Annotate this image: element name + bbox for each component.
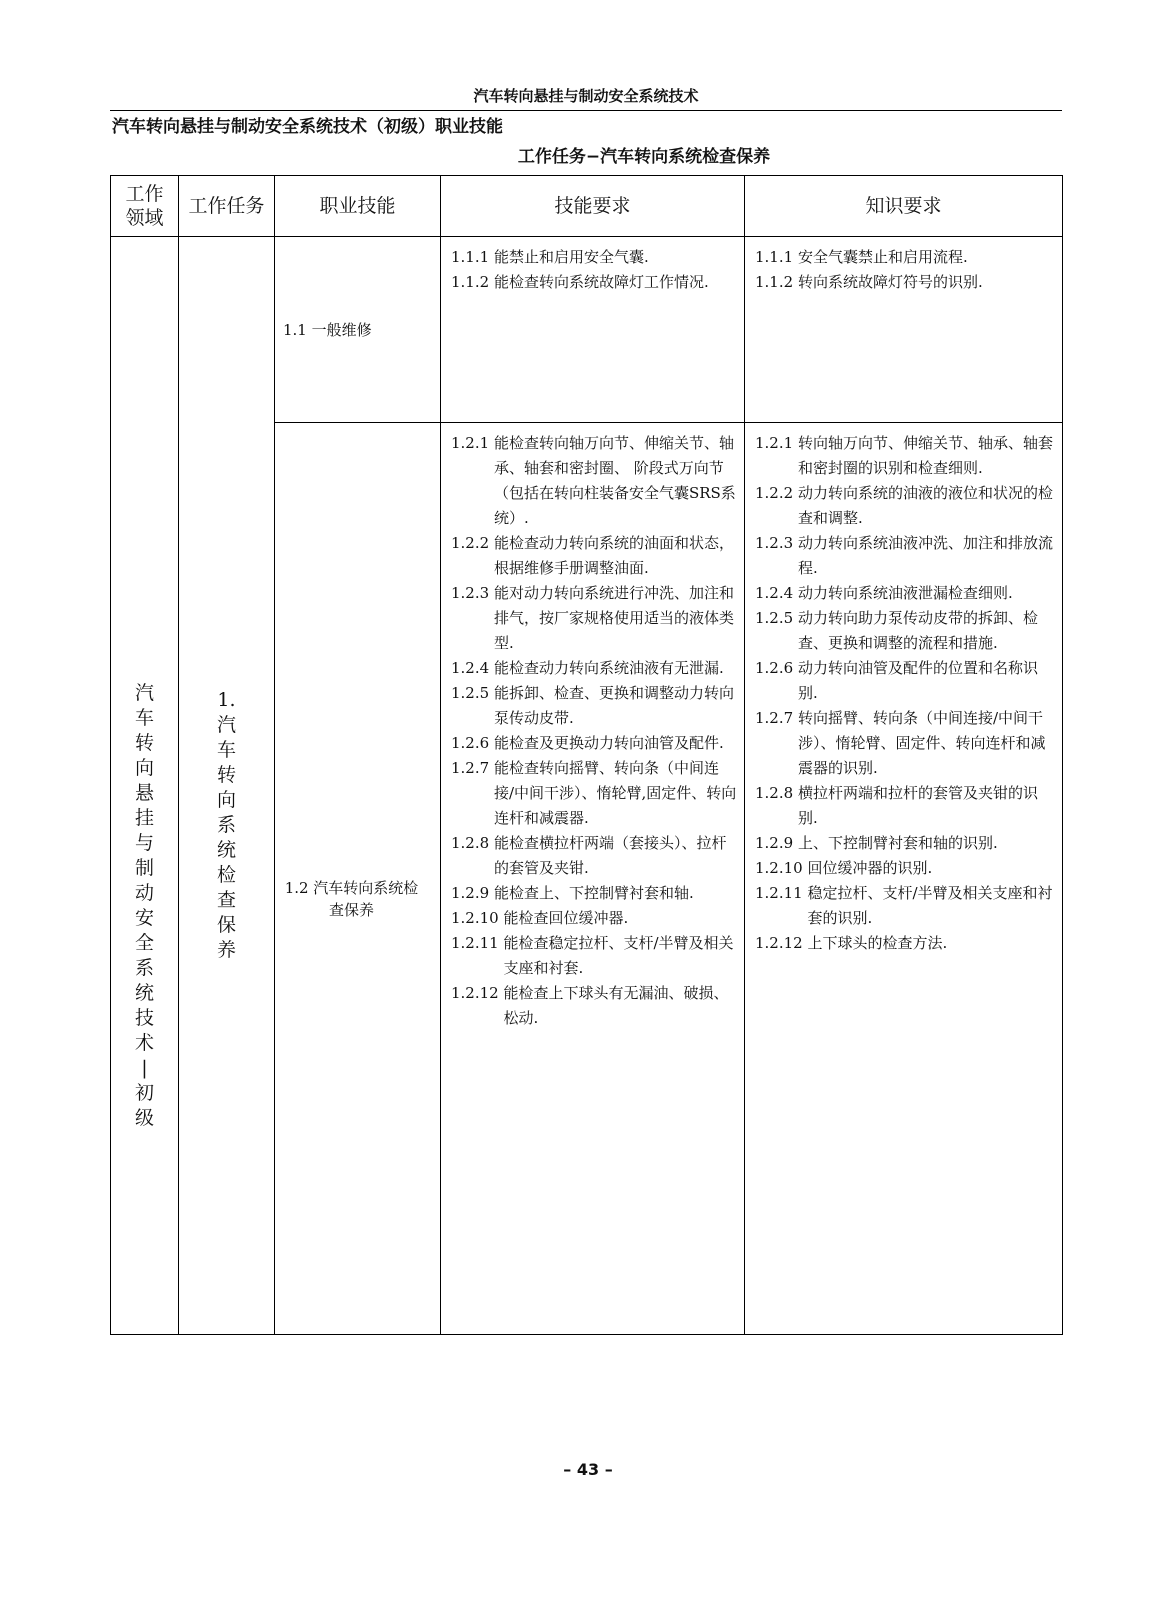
vertical-char: 级 [134,1106,154,1129]
vertical-char: 汽 [134,681,154,704]
knowledge-requirement-number: 1.1.1 [755,248,798,266]
work-task-cell [179,237,275,1335]
skill-requirement-text: 能检查转向摇臂、转向条（中间连接/中间干涉）、惰轮臂,固定件、转向连杆和减震器. [493,759,737,827]
skill-requirement [451,270,738,295]
header-domain-line2: 领域 [125,207,164,229]
knowledge-requirement-number: 1.2.9 [755,834,798,852]
knowledge-requirement-text: 横拉杆两端和拉杆的套管及夹钳的识别. [797,784,1038,827]
knowledge-requirement [755,781,1056,831]
skill-requirement-number: 1.2.8 [451,834,494,852]
vertical-char: | [141,1056,148,1079]
vertical-char: 与 [134,831,154,854]
knowledge-requirement [755,245,1056,270]
vertical-char: 查 [216,889,236,911]
vertical-char: 车 [216,739,236,761]
knowledge-requirement [755,481,1056,531]
vertical-char: 系 [216,814,236,836]
knowledge-requirement [755,431,1056,481]
vertical-char: 制 [134,856,154,879]
vertical-char: 系 [134,956,154,979]
skill-requirement [451,831,738,881]
skill-requirement-text: 能检查上、下控制臂衬套和轴. [493,884,694,902]
skill-requirement-number: 1.2.11 [451,934,504,952]
skill-label-cell [275,237,441,423]
skill-requirements-cell [441,237,745,423]
knowledge-requirement [755,706,1056,781]
knowledge-requirement-number: 1.2.5 [755,609,798,627]
knowledge-requirement-number: 1.2.2 [755,484,798,502]
vertical-char: 转 [216,764,236,786]
skill-requirement [451,431,738,531]
skill-requirement-number: 1.2.6 [451,734,494,752]
skill-requirement [451,731,738,756]
header-skill: 职业技能 [275,176,441,237]
skill-requirement [451,881,738,906]
skill-requirement-number: 1.1.2 [451,273,494,291]
skill-requirement-text: 能检查动力转向系统油液有无泄漏. [493,659,724,677]
skill-requirement-text: 能检查横拉杆两端（套接头）、拉杆的套管及夹钳. [493,834,727,877]
vertical-char: 向 [134,756,154,779]
table-header-row [111,176,1063,237]
skill-requirement [451,531,738,581]
page-number: – 43 – [563,1460,613,1479]
header-domain-line1: 工作 [125,183,164,205]
skill-requirement [451,681,738,731]
header-skill-requirements: 技能要求 [441,176,745,237]
vertical-char: 挂 [134,806,154,829]
skill-requirement [451,906,738,931]
knowledge-requirement [755,656,1056,706]
knowledge-requirement [755,606,1056,656]
vertical-char: 术 [134,1031,154,1054]
knowledge-requirement-number: 1.2.6 [755,659,798,677]
skill-requirement-number: 1.2.3 [451,584,494,602]
knowledge-requirement-text: 动力转向助力泵传动皮带的拆卸、检查、更换和调整的流程和措施. [797,609,1038,652]
vertical-char: 1. [217,689,236,711]
knowledge-requirement-text: 转向系统故障灯符号的识别. [797,273,983,291]
vertical-char: 悬 [134,781,154,804]
skill-requirement-text: 能检查转向系统故障灯工作情况. [493,273,709,291]
skill-requirement-number: 1.2.10 [451,909,504,927]
skill-requirement-text: 能检查上下球头有无漏油、破损、松动. [503,984,729,1027]
knowledge-requirement-text: 上、下控制臂衬套和轴的识别. [797,834,998,852]
vertical-char: 全 [134,931,154,954]
knowledge-requirement-text: 动力转向系统的油液的液位和状况的检查和调整. [797,484,1053,527]
skill-requirement-text: 能拆卸、检查、更换和调整动力转向泵传动皮带. [493,684,734,727]
skill-label: 1.2 汽车转向系统检查保养 [284,878,419,919]
knowledge-requirement [755,270,1056,295]
knowledge-requirement-text: 动力转向油管及配件的位置和名称识别. [797,659,1038,702]
skill-requirement-number: 1.2.9 [451,884,494,902]
skill-requirement-text: 能检查转向轴万向节、伸缩关节、轴承、轴套和密封圈、 阶段式万向节（包括在转向柱装备安全气囊SRS系统）. [493,434,736,527]
vertical-char: 养 [216,939,236,961]
skill-requirement-number: 1.1.1 [451,248,494,266]
running-header: 汽车转向悬挂与制动安全系统技术 [473,87,699,105]
skill-requirement [451,981,738,1031]
knowledge-requirement-number: 1.2.3 [755,534,798,552]
vertical-char: 向 [216,789,236,811]
knowledge-requirement [755,831,1056,856]
knowledge-requirement-text: 回位缓冲器的识别. [807,859,933,877]
knowledge-requirement-number: 1.2.8 [755,784,798,802]
vertical-char: 检 [216,864,236,886]
vertical-char: 技 [134,1006,154,1029]
skill-requirement [451,931,738,981]
skill-requirement-text: 能检查回位缓冲器. [503,909,629,927]
header-task: 工作任务 [179,176,275,237]
vertical-char: 汽 [216,714,236,736]
knowledge-requirement-text: 稳定拉杆、支杆/半臂及相关支座和衬套的识别. [807,884,1053,927]
skill-requirement [451,245,738,270]
knowledge-requirement-number: 1.2.10 [755,859,808,877]
knowledge-requirement-text: 转向轴万向节、伸缩关节、轴承、轴套和密封圈的识别和检查细则. [797,434,1053,477]
skill-requirement-text: 能检查稳定拉杆、支杆/半臂及相关支座和衬套. [503,934,734,977]
skill-requirement-text: 能对动力转向系统进行冲洗、加注和排气，按厂家规格使用适当的液体类型. [493,584,734,652]
skills-table [110,175,1063,1335]
knowledge-requirement-number: 1.2.7 [755,709,798,727]
header-knowledge-requirements: 知识要求 [745,176,1063,237]
knowledge-requirement-number: 1.2.1 [755,434,798,452]
knowledge-requirement-text: 动力转向系统油液泄漏检查细则. [797,584,1013,602]
vertical-char: 动 [134,881,154,904]
skill-requirement [451,756,738,831]
knowledge-requirement [755,931,1056,956]
header-domain [111,176,179,237]
vertical-char: 保 [216,914,236,936]
skill-requirement-number: 1.2.4 [451,659,494,677]
knowledge-requirement-number: 1.2.12 [755,934,808,952]
knowledge-requirement [755,531,1056,581]
skill-requirement-text: 能禁止和启用安全气囊. [493,248,649,266]
table-caption: 工作任务−汽车转向系统检查保养 [517,147,771,167]
skill-label: 1.1 一般维修 [283,320,372,339]
knowledge-requirements-cell [745,423,1063,1335]
skill-requirement-text: 能检查及更换动力转向油管及配件. [493,734,724,752]
skill-label-cell [275,423,441,1335]
knowledge-requirement [755,881,1056,931]
vertical-char: 安 [134,906,154,929]
vertical-char: 车 [134,706,154,729]
skill-requirement-number: 1.2.1 [451,434,494,452]
skill-requirement-text: 能检查动力转向系统的油面和状态，根据维修手册调整油面. [493,534,734,577]
knowledge-requirement [755,856,1056,881]
knowledge-requirement [755,581,1056,606]
skill-requirement-number: 1.2.7 [451,759,494,777]
vertical-char: 统 [134,981,154,1004]
skill-requirement-number: 1.2.5 [451,684,494,702]
knowledge-requirement-number: 1.2.11 [755,884,808,902]
table-row [111,237,1063,423]
skill-requirement [451,656,738,681]
vertical-char: 初 [134,1081,154,1104]
knowledge-requirement-text: 动力转向系统油液冲洗、加注和排放流程. [797,534,1053,577]
knowledge-requirement-text: 上下球头的检查方法. [807,934,948,952]
knowledge-requirement-number: 1.2.4 [755,584,798,602]
vertical-char: 转 [134,731,154,754]
document-title: 汽车转向悬挂与制动安全系统技术（初级）职业技能 [112,117,503,137]
header-rule [110,110,1062,111]
skill-requirements-cell [441,423,745,1335]
skill-requirement-number: 1.2.12 [451,984,504,1002]
knowledge-requirement-number: 1.1.2 [755,273,798,291]
knowledge-requirement-text: 安全气囊禁止和启用流程. [797,248,968,266]
knowledge-requirement-text: 转向摇臂、转向条（中间连接/中间干涉）、惰轮臂、固定件、转向连杆和减震器的识别. [797,709,1046,777]
skill-requirement-number: 1.2.2 [451,534,494,552]
work-domain-cell [111,237,179,1335]
skill-requirement [451,581,738,656]
vertical-char: 统 [216,839,236,861]
knowledge-requirements-cell [745,237,1063,423]
